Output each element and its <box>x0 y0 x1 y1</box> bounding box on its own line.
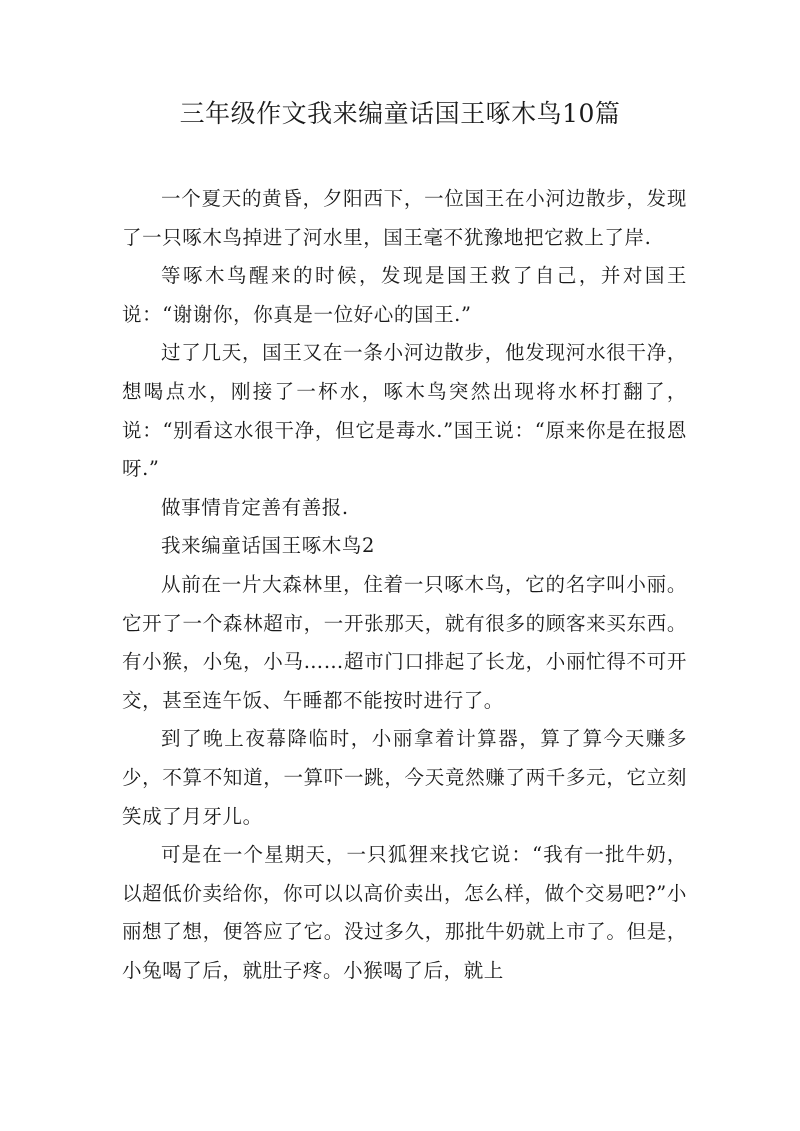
document-title: 三年级作文我来编童话国王啄木鸟10篇 <box>179 99 621 128</box>
paragraph: 可是在一个星期天，一只狐狸来找它说：“我有一批牛奶，以超低价卖给你，你可以以高价卖出，怎么样，做个交易吧?”小丽想了想，便答应了它。没过多久，那批牛奶就上市了。但是，小兔喝了后，就肚子疼。小猴喝了后，就上 <box>122 843 687 982</box>
paragraph: 做事情肯定善有善报. <box>161 495 349 519</box>
paragraph: 一个夏天的黄昏，夕阳西下，一位国王在小河边散步，发现了一只啄木鸟掉进了河水里，国王毫不犹豫地把它救上了岸. <box>122 187 687 249</box>
document-body <box>122 180 687 990</box>
paragraph: 从前在一片大森林里，住着一只啄木鸟，它的名字叫小丽。它开了一个森林超市，一开张那天，就有很多的顾客来买东西。有小猴，小兔，小马……超市门口排起了长龙，小丽忙得不可开交，甚至连午饭、午睡都不能按时进行了。 <box>122 572 687 712</box>
paragraph: 过了几天，国王又在一条小河边散步，他发现河水很干净，想喝点水，刚接了一杯水，啄木鸟突然出现将水杯打翻了，说：“别看这水很干净，但它是毒水.”国王说：“原来你是在报恩呀.” <box>122 341 687 481</box>
paragraph: 等啄木鸟醒来的时候，发现是国王救了自己，并对国王说：“谢谢你，你真是一位好心的国王.” <box>122 264 687 326</box>
section-heading: 我来编童话国王啄木鸟2 <box>161 534 376 558</box>
paragraph: 到了晚上夜幕降临时，小丽拿着计算器，算了算今天赚多少，不算不知道，一算吓一跳，今天竟然赚了两千多元，它立刻笑成了月牙儿。 <box>122 727 687 828</box>
